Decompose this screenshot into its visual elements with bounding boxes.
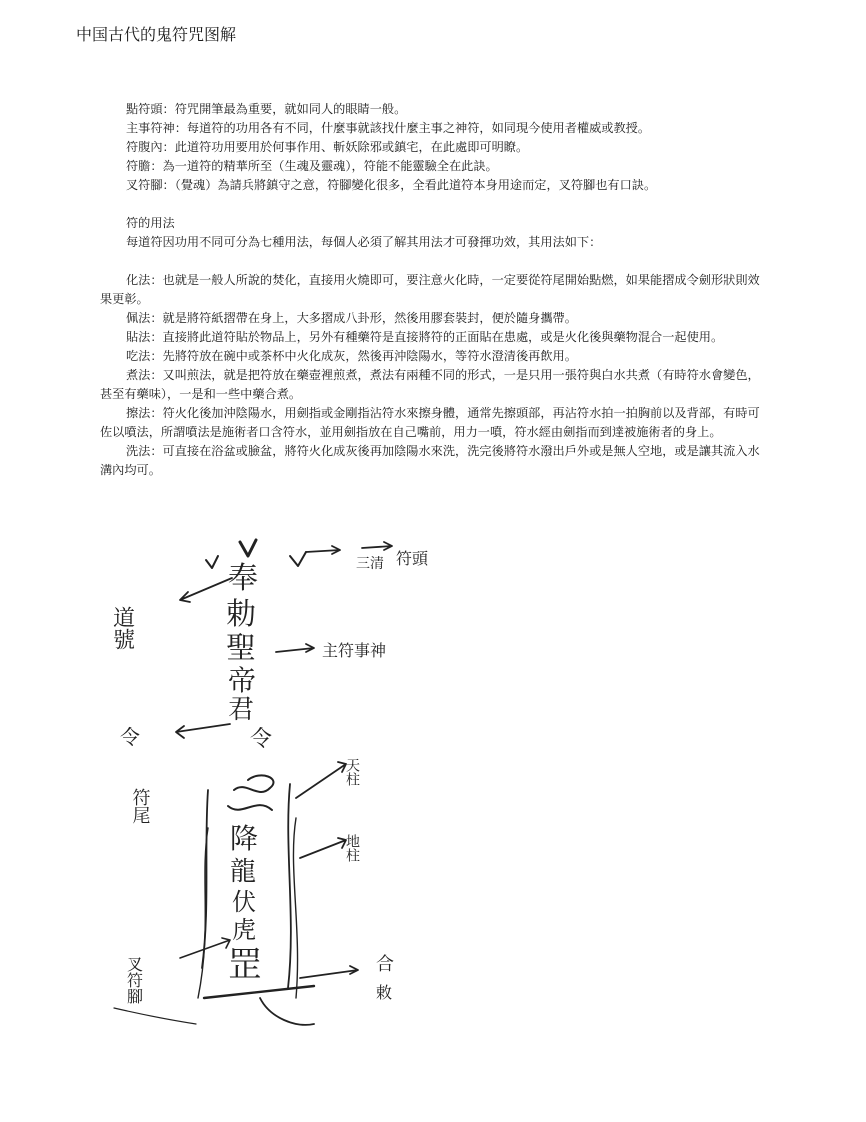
usage-heading: 符的用法 — [126, 216, 175, 230]
talisman-char-6: 令 — [250, 727, 273, 752]
talisman-char-8: 龍 — [230, 857, 257, 887]
method-chi: 吃法：先將符放在碗中或茶杯中火化成灰，然後再沖陰陽水，等符水澄清後再飲用。 — [126, 349, 577, 363]
label-sanqing: 三清 — [356, 556, 384, 572]
talisman-char-9: 伏 — [232, 888, 256, 916]
talisman-char-3: 聖 — [226, 631, 256, 666]
part-fudan: 符膽：為一道符的精華所至（生魂及靈魂），符能不能靈驗全在此訣。 — [126, 159, 498, 173]
talisman-char-11: 罡 — [228, 945, 262, 985]
part-futou: 點符頭：符咒開筆最為重要，就如同人的眼睛一般。 — [126, 102, 407, 116]
document-body — [100, 100, 760, 480]
method-tie: 貼法：直接將此道符貼於物品上，另外有種藥符是直接將符的正面貼在患處，或是火化後與藥物混合一起使用。 — [126, 330, 724, 344]
label-heshang: 合 — [376, 954, 394, 975]
talisman-char-1: 奉 — [228, 561, 258, 596]
method-ca: 擦法：符火化後加沖陰陽水，用劍指或金剛指沾符水來擦身體，通常先擦頭部，再沾符水拍一拍胸前以及背部，有時可佐以噴法，所謂噴法是施術者口含符水，並用劍指放在自己嘴前，用力一噴，符水經由劍指而到達被施術者的身上。 — [100, 406, 760, 439]
part-zhushi: 主事符神：每道符的功用各有不同，什麼事就該找什麼主事之神符，如同現今使用者權威或教授。 — [126, 121, 651, 135]
label-futou: 符頭 — [396, 549, 429, 568]
label-cheshao: 叉符腳 — [124, 956, 144, 1004]
talisman-char-2: 勅 — [226, 597, 256, 632]
method-hua: 化法：也就是一般人所說的焚化，直接用火燒即可，要注意火化時，一定要從符尾開始點燃，如果能摺成令劍形狀則效果更彰。 — [100, 273, 760, 306]
talisman-char-4: 帝 — [228, 664, 257, 697]
label-jiaxing: 令 — [120, 725, 140, 749]
method-zhu: 煮法：又叫煎法，就是把符放在藥壺裡煎煮，煮法有兩種不同的形式，一是只用一張符與白水共煮（有時符水會變色，甚至有藥味），一是和一些中藥合煮。 — [100, 368, 760, 401]
label-fuwei: 符尾 — [129, 788, 151, 824]
page-header-title: 中国古代的鬼符咒图解 — [76, 25, 237, 44]
usage-intro: 每道符因功用不同可分為七種用法，每個人必須了解其用法才可發揮功效，其用法如下： — [126, 235, 602, 249]
talisman-diagram-image — [100, 528, 430, 1034]
label-chi: 敕 — [376, 983, 393, 1002]
part-chafujiao: 叉符腳：（覺魂）為請兵將鎮守之意，符腳變化很多，全看此道符本身用途而定，叉符腳也有口訣。 — [126, 178, 657, 192]
talisman-char-5: 君 — [228, 695, 255, 725]
talisman-diagram — [100, 528, 430, 1034]
talisman-char-10: 虎 — [232, 916, 256, 944]
method-xi: 洗法：可直接在浴盆或臉盆，將符火化成灰後再加陰陽水來洗，洗完後將符水潑出戶外或是無人空地，或是讓其流入水溝內均可。 — [100, 444, 760, 477]
talisman-char-7: 降 — [230, 822, 259, 855]
label-dizhu: 地柱 — [344, 834, 360, 862]
label-zhushi: 主符事神 — [322, 641, 387, 660]
label-tianzhu: 天柱 — [344, 758, 360, 786]
part-fufu: 符腹內：此道符功用要用於何事作用、斬妖除邪或鎮宅，在此處即可明瞭。 — [126, 140, 529, 154]
label-daohao: 道號 — [109, 606, 135, 650]
method-pei: 佩法：就是將符紙摺帶在身上，大多摺成八卦形，然後用膠套裝封，便於隨身攜帶。 — [126, 311, 577, 325]
